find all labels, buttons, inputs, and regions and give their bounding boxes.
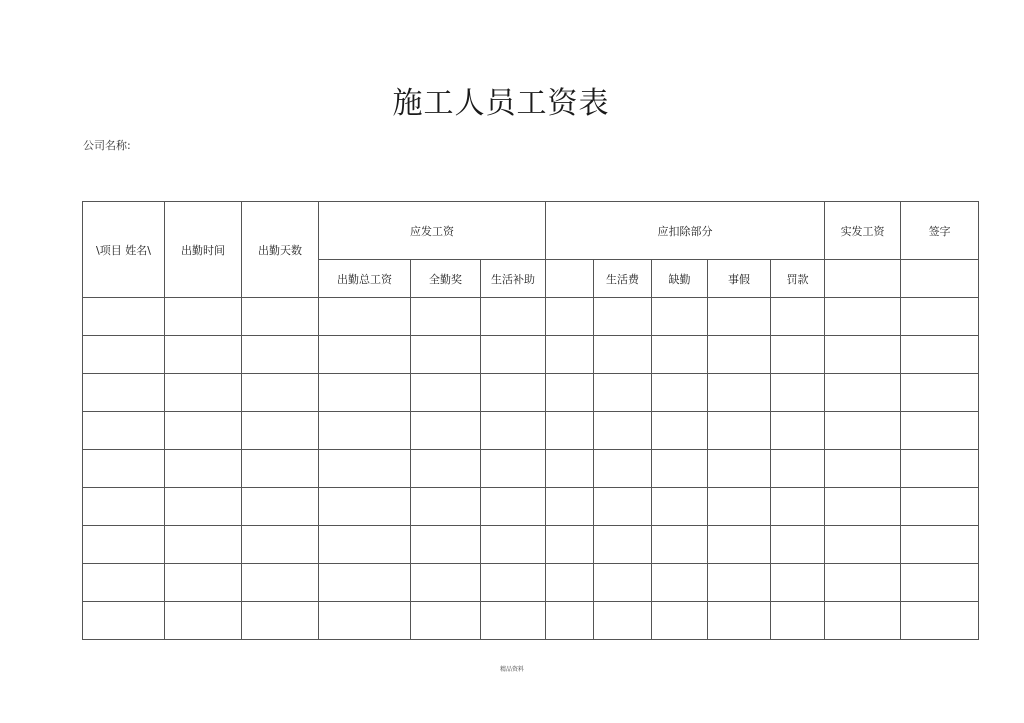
table-cell	[708, 602, 771, 640]
table-cell	[708, 526, 771, 564]
table-cell	[708, 374, 771, 412]
table-cell	[411, 412, 481, 450]
table-cell	[83, 526, 165, 564]
table-row	[83, 298, 979, 336]
table-cell	[83, 488, 165, 526]
corner-header-cell	[83, 202, 165, 298]
table-cell	[83, 336, 165, 374]
table-cell	[411, 488, 481, 526]
table-cell	[825, 488, 901, 526]
table-cell	[771, 298, 825, 336]
table-cell	[481, 450, 546, 488]
table-cell	[825, 602, 901, 640]
table-cell	[708, 488, 771, 526]
attendance-time-header: 出勤时间	[165, 202, 242, 298]
table-cell	[546, 298, 594, 336]
table-cell	[319, 564, 411, 602]
table-cell	[771, 374, 825, 412]
table-cell	[242, 450, 319, 488]
table-cell	[901, 298, 979, 336]
table-cell	[594, 488, 652, 526]
table-cell	[165, 298, 242, 336]
table-cell	[708, 412, 771, 450]
table-cell	[83, 298, 165, 336]
table-cell	[652, 412, 708, 450]
table-cell	[825, 336, 901, 374]
table-cell	[165, 450, 242, 488]
table-cell	[652, 374, 708, 412]
table-cell	[165, 564, 242, 602]
table-cell	[594, 564, 652, 602]
table-cell	[83, 602, 165, 640]
table-cell	[83, 450, 165, 488]
table-row	[83, 602, 979, 640]
table-cell	[771, 412, 825, 450]
table-row	[83, 526, 979, 564]
table-cell	[594, 336, 652, 374]
table-cell	[165, 336, 242, 374]
table-cell	[481, 564, 546, 602]
table-cell	[481, 298, 546, 336]
table-cell	[546, 374, 594, 412]
table-cell	[708, 336, 771, 374]
table-cell	[825, 374, 901, 412]
table-cell	[165, 488, 242, 526]
signature-sub-blank	[901, 260, 979, 298]
table-cell	[652, 298, 708, 336]
company-name-label: 公司名称:	[83, 139, 131, 152]
table-row	[83, 450, 979, 488]
deduction-blank-header	[546, 260, 594, 298]
table-cell	[242, 564, 319, 602]
table-cell	[546, 602, 594, 640]
table-cell	[901, 526, 979, 564]
living-expense-header: 生活费	[594, 260, 652, 298]
payable-wage-header: 应发工资	[319, 202, 546, 260]
table-cell	[242, 602, 319, 640]
actual-wage-header: 实发工资	[825, 202, 901, 260]
total-attendance-wage-header: 出勤总工资	[319, 260, 411, 298]
table-cell	[319, 450, 411, 488]
table-row	[83, 374, 979, 412]
table-cell	[771, 488, 825, 526]
wage-table	[82, 201, 979, 640]
header-row-1	[83, 202, 979, 260]
table-cell	[708, 450, 771, 488]
table-cell	[242, 526, 319, 564]
actual-wage-sub-blank	[825, 260, 901, 298]
table-cell	[411, 336, 481, 374]
table-cell	[546, 564, 594, 602]
table-row	[83, 412, 979, 450]
table-cell	[594, 526, 652, 564]
table-cell	[771, 450, 825, 488]
table-cell	[771, 336, 825, 374]
table-cell	[652, 488, 708, 526]
fine-header: 罚款	[771, 260, 825, 298]
absence-header: 缺勤	[652, 260, 708, 298]
table-cell	[546, 412, 594, 450]
corner-header-label: \项目 姓名\	[96, 243, 151, 257]
table-cell	[411, 564, 481, 602]
table-cell	[594, 450, 652, 488]
table-cell	[242, 374, 319, 412]
full-attendance-bonus-header: 全勤奖	[411, 260, 481, 298]
table-cell	[83, 564, 165, 602]
table-cell	[901, 336, 979, 374]
table-cell	[319, 526, 411, 564]
table-cell	[771, 564, 825, 602]
table-cell	[825, 412, 901, 450]
signature-header: 签字	[901, 202, 979, 260]
table-cell	[652, 602, 708, 640]
table-cell	[319, 602, 411, 640]
table-cell	[652, 526, 708, 564]
table-cell	[771, 602, 825, 640]
table-cell	[825, 564, 901, 602]
attendance-days-header: 出勤天数	[242, 202, 319, 298]
table-cell	[319, 374, 411, 412]
table-cell	[594, 602, 652, 640]
table-cell	[708, 564, 771, 602]
table-cell	[242, 298, 319, 336]
table-cell	[83, 374, 165, 412]
personal-leave-header: 事假	[708, 260, 771, 298]
table-cell	[825, 450, 901, 488]
table-cell	[411, 526, 481, 564]
table-cell	[901, 488, 979, 526]
table-cell	[319, 336, 411, 374]
table-cell	[901, 374, 979, 412]
table-cell	[242, 488, 319, 526]
table-cell	[901, 450, 979, 488]
table-cell	[319, 298, 411, 336]
table-cell	[546, 450, 594, 488]
table-cell	[652, 336, 708, 374]
table-cell	[546, 526, 594, 564]
table-cell	[652, 450, 708, 488]
table-cell	[319, 412, 411, 450]
table-row	[83, 488, 979, 526]
table-cell	[319, 488, 411, 526]
table-cell	[825, 298, 901, 336]
deductions-header: 应扣除部分	[546, 202, 825, 260]
table-cell	[652, 564, 708, 602]
living-subsidy-header: 生活补助	[481, 260, 546, 298]
table-cell	[481, 526, 546, 564]
table-cell	[771, 526, 825, 564]
table-cell	[242, 412, 319, 450]
table-row	[83, 564, 979, 602]
table-cell	[901, 602, 979, 640]
table-cell	[594, 374, 652, 412]
table-cell	[481, 374, 546, 412]
table-cell	[165, 412, 242, 450]
table-cell	[481, 336, 546, 374]
table-cell	[411, 374, 481, 412]
table-cell	[411, 450, 481, 488]
table-cell	[165, 526, 242, 564]
table-cell	[546, 488, 594, 526]
table-cell	[83, 412, 165, 450]
table-cell	[901, 564, 979, 602]
table-cell	[165, 374, 242, 412]
table-cell	[481, 602, 546, 640]
table-cell	[481, 488, 546, 526]
table-cell	[901, 412, 979, 450]
table-cell	[411, 602, 481, 640]
table-cell	[825, 526, 901, 564]
table-cell	[165, 602, 242, 640]
table-cell	[242, 336, 319, 374]
table-cell	[481, 412, 546, 450]
page-footer: 精品资料	[499, 666, 524, 673]
table-cell	[708, 298, 771, 336]
page-title: 施工人员工资表	[392, 86, 610, 121]
table-cell	[546, 336, 594, 374]
table-cell	[594, 412, 652, 450]
table-row	[83, 336, 979, 374]
table-cell	[411, 298, 481, 336]
table-cell	[594, 298, 652, 336]
